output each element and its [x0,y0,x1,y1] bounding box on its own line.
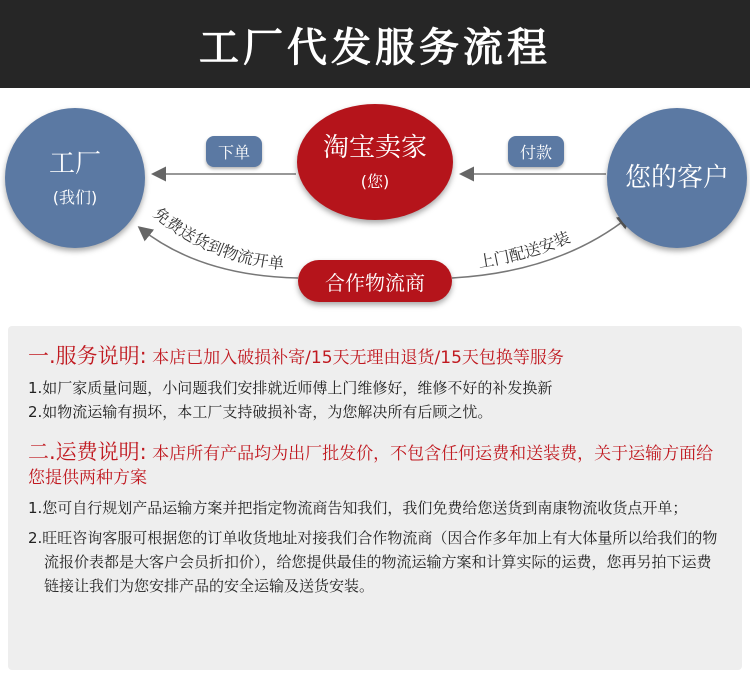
factory-sub: (我们) [52,187,98,207]
section2-desc: 本店所有产品均为出厂批发价，不包含任何运费和送装费，关于运输方面给您提供两种方案 [28,444,714,488]
factory-node [5,108,145,248]
section1-item: 1.如厂家质量问题，小问题我们安排就近师傅上门维修好，维修不好的补发换新 [28,379,553,397]
factory-name: 工厂 [48,148,101,179]
section2-item: 1.您可自行规划产品运输方案并把指定物流商告知我们，我们免费给您送货到南康物流收货点开单； [28,499,688,517]
header-banner [0,0,750,88]
section1-item: 2.如物流运输有损坏，本工厂支持破损补寄，为您解决所有后顾之忧。 [28,403,493,421]
pay-label: 付款 [508,136,564,167]
customer-node [607,108,747,248]
flow-diagram [0,88,750,318]
section2-lead: 二.运费说明: [28,440,147,464]
info-panel [8,326,742,670]
page-title: 工厂代发服务流程 [199,24,551,71]
seller-sub: (您) [360,171,390,191]
seller-name: 淘宝卖家 [322,132,427,163]
right-curve-text: 上门配送安装 [476,227,573,272]
section1-desc: 本店已加入破损补寄/15天无理由退货/15天包换等服务 [146,348,564,368]
order-label: 下单 [206,136,262,167]
section1-lead: 一.服务说明: [28,344,147,368]
seller-node [297,104,453,220]
section1-title [28,344,726,370]
logistics-node: 合作物流商 [298,260,452,302]
left-curve-text: 免费送货到物流开单 [149,203,286,274]
section2-title [28,440,726,490]
section2-item: 2.旺旺咨询客服可根据您的订单收货地址对接我们合作物流商（因合作多年加上有大体量所以给我们的物流报价表都是大客户会员折扣价），给您提供最佳的物流运输方案和计算实际的运费，您再另拍下运费链接让我们为您安排产品的安全运输及送货安装。 [28,529,718,595]
customer-name: 您的客户 [624,163,729,193]
